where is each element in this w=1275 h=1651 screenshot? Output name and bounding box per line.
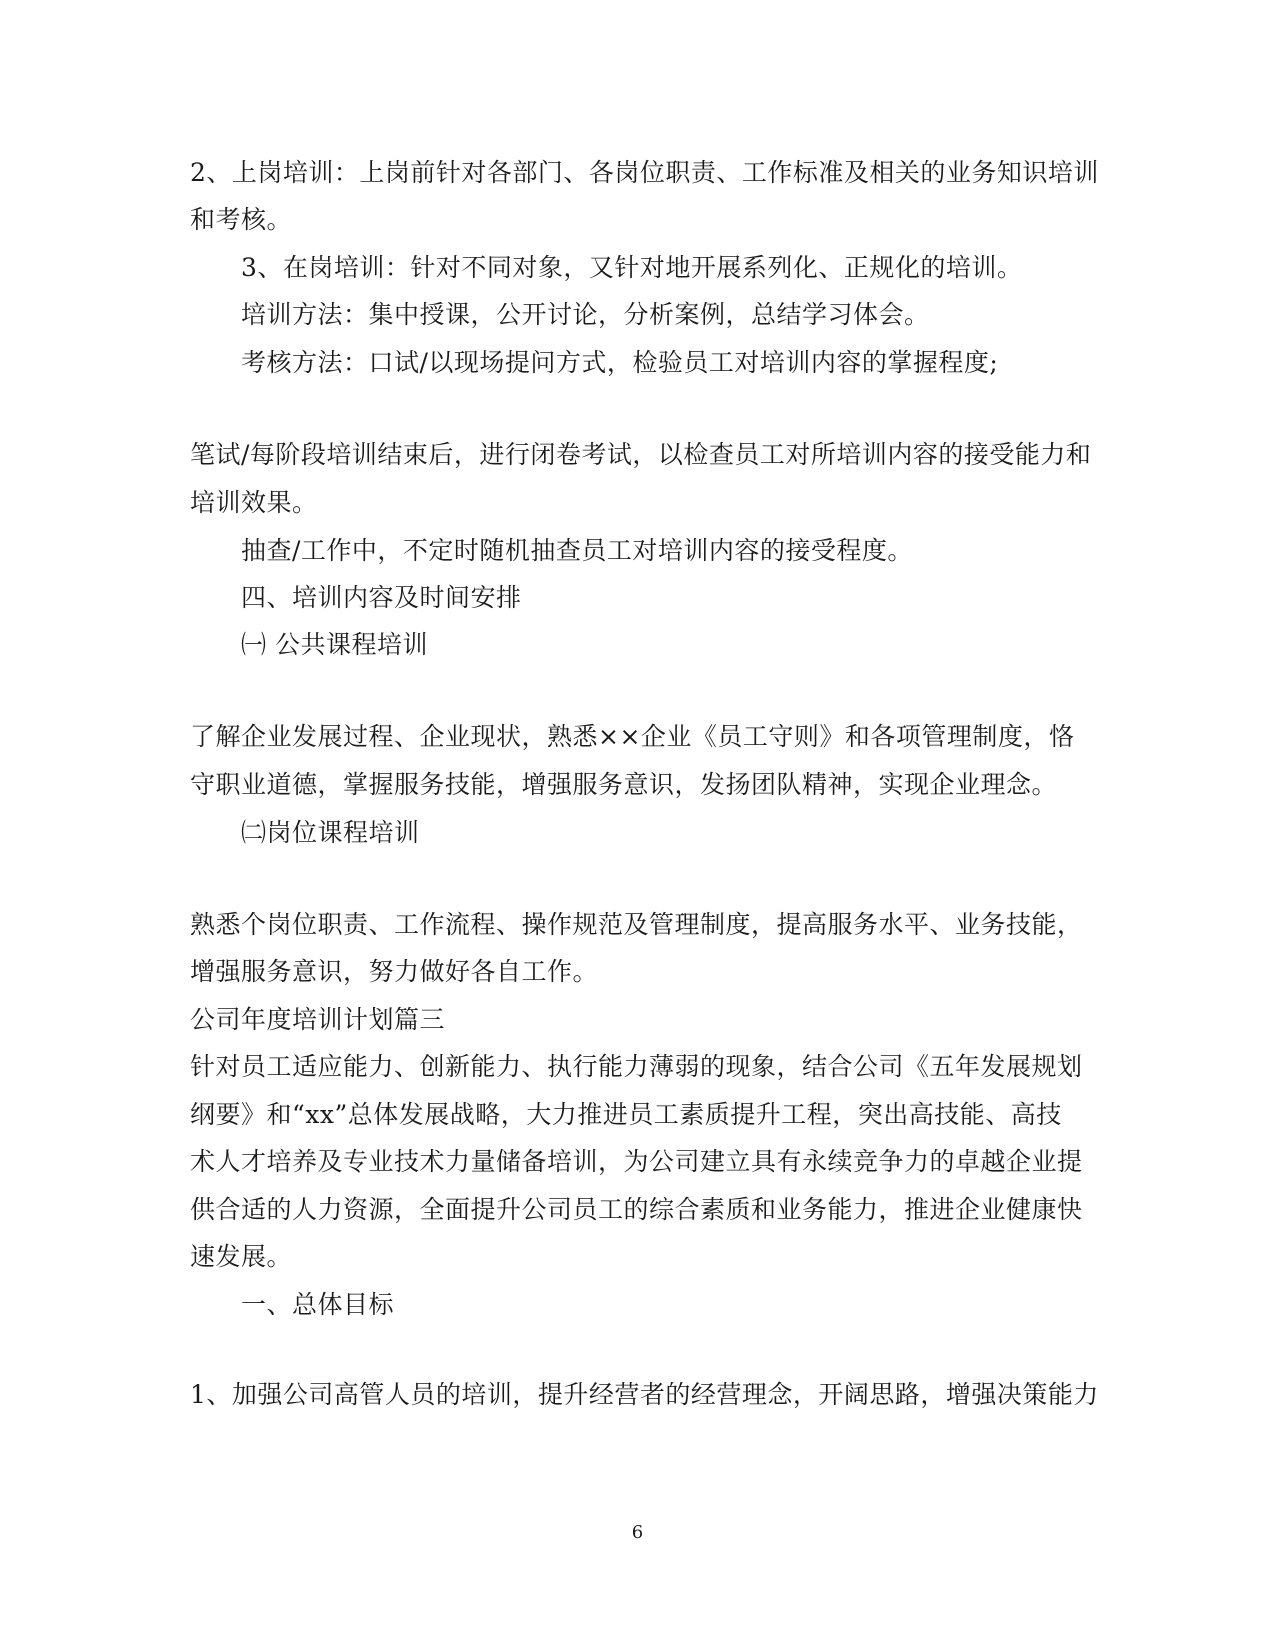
paragraph-line: 供合适的人力资源，全面提升公司员工的综合素质和业务能力，推进企业健康快 [190,1195,1083,1224]
paragraph-line: 速发展。 [190,1242,293,1271]
subsection-heading: ㈠ 公共课程培训 [241,630,428,659]
article-title: 公司年度培训计划篇三 [190,1005,446,1034]
paragraph-line: 增强服务意识，努力做好各自工作。 [190,957,599,986]
paragraph-line: 和考核。 [190,205,293,234]
paragraph-line: 考核方法：口试/以现场提问方式，检验员工对培训内容的掌握程度; [241,348,999,377]
paragraph-line: 1、加强公司高管人员的培训，提升经营者的经营理念，开阔思路，增强决策能力 [190,1380,1099,1409]
section-heading: 一、总体目标 [241,1290,395,1319]
page-number: 6 [631,1522,644,1543]
paragraph-line: 了解企业发展过程、企业现状，熟悉××企业《员工守则》和各项管理制度，恪 [190,722,1075,751]
subsection-heading: ㈡岗位课程培训 [241,818,420,847]
section-heading: 四、培训内容及时间安排 [241,583,522,612]
paragraph-line: 笔试/每阶段培训结束后，进行闭卷考试，以检查员工对所培训内容的接受能力和 [190,440,1092,469]
paragraph-line: 针对员工适应能力、创新能力、执行能力薄弱的现象，结合公司《五年发展规划 [190,1052,1083,1081]
paragraph-line: 培训方法：集中授课，公开讨论，分析案例，总结学习体会。 [241,300,930,329]
paragraph-line: 守职业道德，掌握服务技能，增强服务意识，发扬团队精神，实现企业理念。 [190,770,1058,799]
paragraph-line: 熟悉个岗位职责、工作流程、操作规范及管理制度，提高服务水平、业务技能， [190,910,1083,939]
paragraph-line: 纲要》和“xx”总体发展战略，大力推进员工素质提升工程，突出高技能、高技 [190,1100,1062,1129]
paragraph-line: 培训效果。 [190,488,318,517]
paragraph-line: 2、上岗培训：上岗前针对各部门、各岗位职责、工作标准及相关的业务知识培训 [190,158,1099,187]
paragraph-line: 术人才培养及专业技术力量储备培训，为公司建立具有永续竞争力的卓越企业提 [190,1147,1083,1176]
paragraph-line: 抽查/工作中，不定时随机抽查员工对培训内容的接受程度。 [241,536,913,565]
paragraph-line: 3、在岗培训：针对不同对象，又针对地开展系列化、正规化的培训。 [241,253,1023,282]
